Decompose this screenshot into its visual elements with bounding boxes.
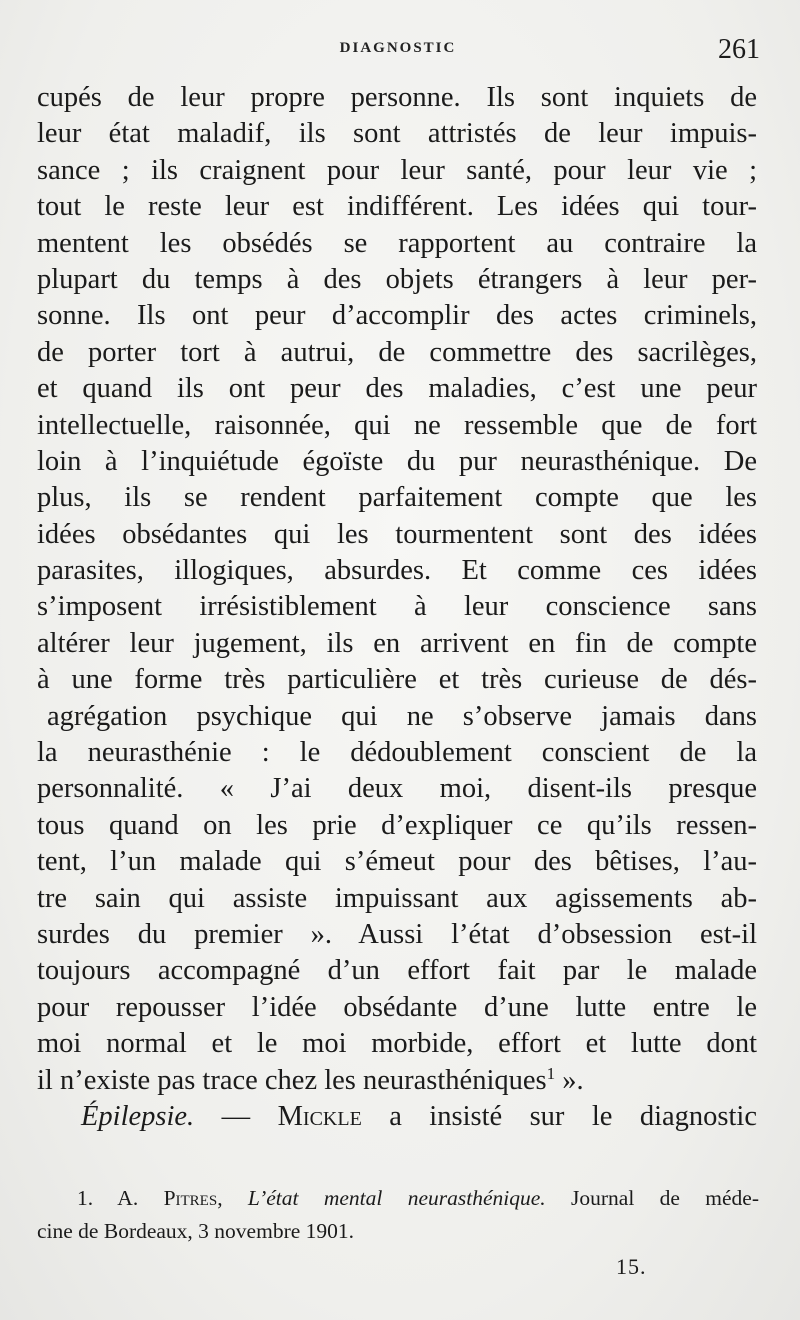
section-heading-epilepsie: Épilepsie. <box>81 1100 195 1132</box>
text-line: personnalité. « J’ai deux moi, disent-ils presque <box>37 773 757 805</box>
footnote-comma: , <box>217 1186 248 1210</box>
text-line: s’imposent irrésistiblement à leur conscience sans <box>37 591 757 623</box>
text-line: la neurasthénie : le dédoublement conscient de la <box>37 737 757 769</box>
footnote-journal: Journal de méde- <box>545 1186 759 1210</box>
text-line: intellectuelle, raisonnée, qui ne ressemble que de fort <box>37 409 757 441</box>
text-line: cupés de leur propre personne. Ils sont inquiets de <box>37 82 757 113</box>
running-header <box>36 34 760 74</box>
text-line: agrégation psychique qui ne s’observe jamais dans <box>47 700 757 732</box>
footnote-line <box>37 1182 759 1215</box>
text-line: tent, l’un malade qui s’émeut pour des bêtises, l’au- <box>37 846 757 878</box>
footnote <box>37 1182 759 1248</box>
body-text <box>37 80 757 1135</box>
text-line: moi normal et le moi morbide, effort et lutte dont <box>37 1028 757 1060</box>
text-line: surdes du premier ». Aussi l’état d’obsession est-il <box>37 918 757 950</box>
text-line: idées obsédantes qui les tourmentent sont des idées <box>37 518 757 550</box>
text-line: parasites, illogiques, absurdes. Et comme ces idées <box>37 555 757 587</box>
epilepsie-text: a insisté sur le diagnostic <box>361 1100 757 1132</box>
footnote-number: 1. <box>77 1186 94 1210</box>
text-line: toujours accompagné d’un effort fait par le malade <box>37 955 757 987</box>
text-line: et quand ils ont peur des maladies, c’est une peur <box>37 373 757 405</box>
footnote-work-title: L’état mental neurasthénique. <box>247 1186 546 1210</box>
text-line: sance ; ils craignent pour leur santé, pour leur vie ; <box>37 154 757 186</box>
text-line: leur état maladif, ils sont attristés de leur impuis- <box>37 118 757 150</box>
page-number: 261 <box>718 34 760 65</box>
text-line: sonne. Ils ont peur d’accomplir des actes criminels, <box>37 300 757 332</box>
footnote-reference: 1 <box>546 1063 556 1083</box>
footnote-initial: A. <box>93 1186 164 1210</box>
text-line: plus, ils se rendent parfaitement compte que les <box>37 482 757 514</box>
text-line: plupart du temps à des objets étrangers à leur per- <box>37 263 757 295</box>
text-line: pour repousser l’idée obsédante d’une lutte entre le <box>37 991 757 1023</box>
paragraph-closing-line <box>37 1063 757 1099</box>
signature-mark: 15. <box>616 1254 647 1279</box>
text-line: tous quand on les prie d’expliquer ce qu’ils ressen- <box>37 809 757 841</box>
epilepsie-line <box>37 1099 757 1135</box>
closing-text: il n’existe pas trace chez les neurasthéniques <box>37 1064 547 1096</box>
footnote-line: cine de Bordeaux, 3 novembre 1901. <box>37 1219 355 1243</box>
text-line: altérer leur jugement, ils en arrivent en fin de compte <box>37 627 757 659</box>
footnote-author: Pitres <box>163 1186 218 1210</box>
em-dash: — <box>194 1100 278 1132</box>
closing-quote: ». <box>555 1064 584 1096</box>
text-line: mentent les obsédés se rapportent au contraire la <box>37 227 757 259</box>
text-line: tout le reste leur est indifférent. Les idées qui tour- <box>37 191 757 223</box>
author-name-mickle: Mickle <box>277 1100 362 1132</box>
text-line: de porter tort à autrui, de commettre des sacrilèges, <box>37 336 757 368</box>
text-line: loin à l’inquiétude égoïste du pur neurasthénique. De <box>37 445 757 477</box>
running-title: DIAGNOSTIC <box>339 40 457 56</box>
text-line: tre sain qui assiste impuissant aux agissements ab- <box>37 882 757 914</box>
text-line: à une forme très particulière et très curieuse de dés- <box>37 664 757 696</box>
